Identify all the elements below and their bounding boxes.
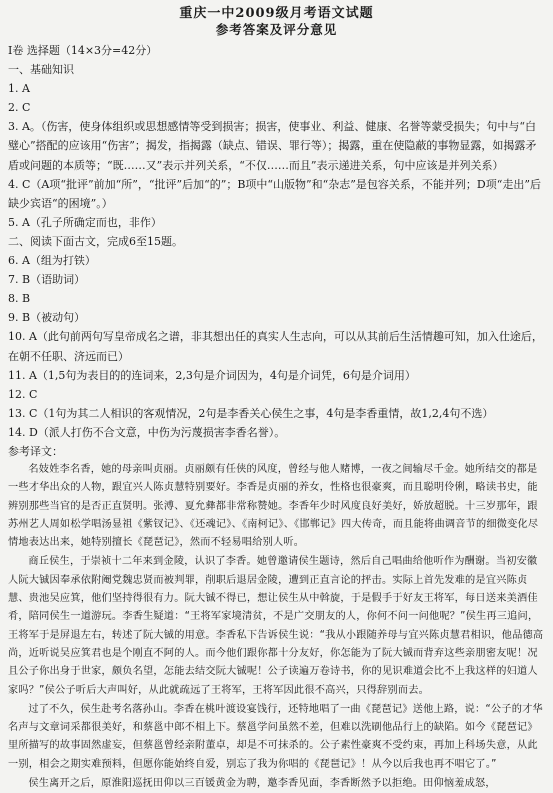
translation-paragraph: 侯生离开之后，原淮阳巡抚田仰以三百锾黄金为聘，邀李香见面，李香断然予以拒绝。田仰恼羞成怒， bbox=[28, 778, 496, 790]
translation-heading: 参考译文： bbox=[8, 444, 63, 458]
answer-item: 13. C（1句为其二人相识的客观情况，2句是李香关心侯生之事，4句是李香重情，故1,2,4句不选） bbox=[8, 406, 494, 420]
answer-item: 4. C（A项“批评”前加“所”，“批评”后加“的”；B项中“山版物”和“杂志”是包容关系，不能并列；D项“走出”后缺少宾语“的困境”。） bbox=[8, 177, 541, 210]
answer-item: 14. D（派人打伤不合文意，中伤为污蔑损害李香名誉）。 bbox=[8, 425, 286, 439]
document-title: 重庆一中2009级月考语文试题 bbox=[179, 6, 374, 21]
answer-item: 7. B（语助词） bbox=[8, 273, 86, 287]
answer-item: 11. A（1,5句为表目的的连词来，2,3句是介词因为，4句是介词凭，6句是介词用） bbox=[8, 368, 416, 382]
section-heading-2: 一、基础知识 bbox=[8, 63, 74, 77]
answer-item: 1. A bbox=[8, 82, 30, 96]
answer-item: 9. B（被动句） bbox=[8, 311, 86, 325]
translation-paragraph: 名妓姓李名香，她的母亲叫贞丽。贞丽颇有任侠的风度，曾经与他人赌博，一夜之间输尽千金。她所结交的都是一些才华出众的人物，跟宜兴人陈贞慧特别要好。李香是贞丽的养女，性格也很豪爽，而且聪明伶俐，略读书史，能辨别那些当官的是否正直贤明。张溥、夏允彝都非常称赞她。李香年少时风度良好美好，娇放超脱。十三岁那年，跟苏州艺人周如松学唱汤显祖《紫钗记》、《还魂记》、《南柯记》、《邯郸记》四大传奇，而且能将曲调音节的细微变化尽情地表达出来，她特别擅长《琵琶记》，然而不轻易唱给别人听。 bbox=[8, 463, 539, 549]
translation-body bbox=[8, 461, 545, 793]
answer-item: 12. C bbox=[8, 387, 38, 401]
answer-item: 10. A（此句前两句写皇帝成名之谱，非其想出任的真实人生志向，可以从其前后生活情趣可知，加入仕途后，在朝不任职、济远而已） bbox=[8, 330, 543, 363]
answer-item: 6. A（组为打铁） bbox=[8, 254, 96, 268]
translation-paragraph: 过了不久，侯生赴考名落孙山。李香在桃叶渡设宴饯行，还特地唱了一曲《琵琶记》送他上路，说：“公子的才华名声与文章词采都很美好，和蔡邕中郎不相上下。蔡邕学问虽然不差，但难以洗刷他品行上的缺陷。如今《琵琶记》里所描写的故事固然虚妄，但蔡邕曾经亲附董卓，却是不可抹杀的。公子素性豪爽不受约束，再加上科场失意，从此一别，相会之期实难预料，但愿你能始终自爱，别忘了我为你唱的《琵琶记》！从今以后我也再不唱它了。” bbox=[8, 703, 543, 770]
translation-paragraph: 商丘侯生，于崇祯十二年来到金陵，认识了李香。她曾邀请侯生题诗，然后自己唱曲给他听作为酬谢。当初安徽人阮大铖因奉承依附阉党魏忠贤而被判罪，削职后退居金陵，遭到正直言论的抨击。实际上首先发难的是宜兴陈贞慧、贵池吴应箕，他们坚持得很有力。阮大铖不得已，想让侯生从中斡旋，于是假手于好友王将军，每日送来美酒佳肴，陪同侯生一道游玩。李香生疑道：“王将军家境清贫，不是广交朋友的人，你何不问一问他呢？”侯生再三追问，王将军于是屏退左右，转述了阮大铖的用意。李香私下告诉侯生说：“我从小跟随养母与宜兴陈贞慧君相识，他品德高尚，近听说吴应箕君也是个刚直不阿的人。而今他们跟你都十分友好，你怎能为了阮大铖而背弃这些亲朋密友呢！况且公子你出身于世家，颇负名望，怎能去结交阮大铖呢！公子读遍万卷诗书，你的见识难道会比不上我这样的妇道人家吗？”侯公子听后大声叫好，从此就疏远了王将军，王将军因此很不高兴，只得辞别而去。 bbox=[8, 556, 544, 696]
answer-item: 8. B bbox=[8, 292, 31, 306]
section-heading-1: Ⅰ卷 选择题（14×3分=42分） bbox=[8, 44, 158, 57]
answer-item: 3. A。（伤害，使身体组织或思想感情等受到损害；损害，使事业、利益、健康、名誉等蒙受损失；句中与“白璧心”搭配的应该用“伤害”；揭发，指揭露（缺点、错误、罪行等）；揭露，重在使隐蔽的事物显露，如揭露矛盾或问题的本质等；“既……又”表示并列关系，“不仅……而且”表示递进关系，句中应该是并列关系） bbox=[8, 120, 537, 172]
answer-item: 5. A（孔子所确定而也，非作） bbox=[8, 215, 162, 229]
document-subtitle: 参考答案及评分意见 bbox=[215, 22, 338, 37]
answer-item: 2. C bbox=[8, 101, 31, 115]
section-heading-3: 二、阅读下面古文，完成6至15题。 bbox=[8, 234, 183, 248]
answer-list bbox=[8, 41, 545, 442]
